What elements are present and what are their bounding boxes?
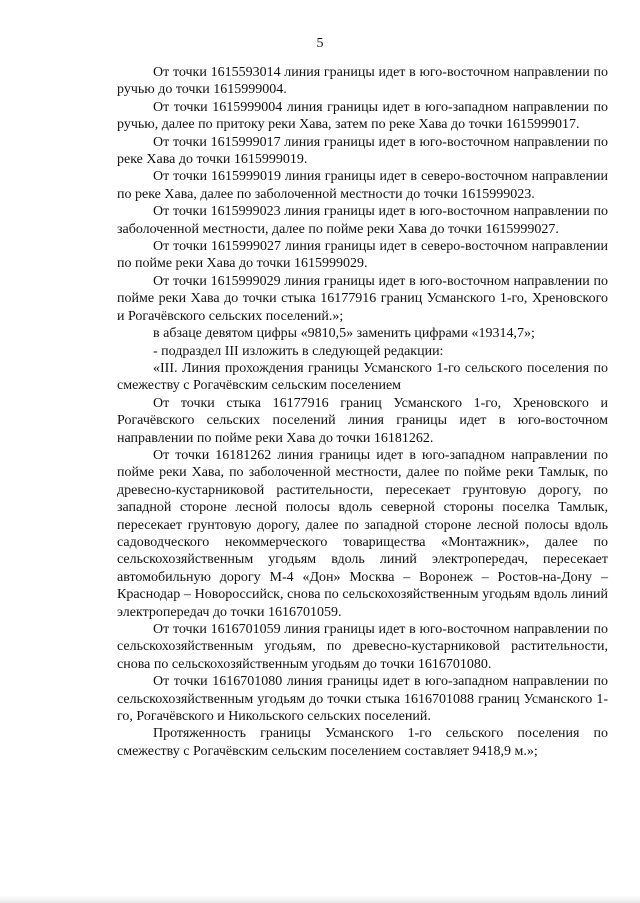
paragraph-12: От точки 16181262 линия границы идет в юго-западном направлении по пойме реки Хава, по заболоченной местности, далее по пойме реки Тамлык, по древесно-кустарниковой растительности, пересекает грунтовую дорогу, по западной стороне лесной полосы вдоль северной стороны поселка Тамлык, пересекает грунтовую дорогу, далее по западной стороне лесной полосы вдоль садоводческого некоммерческого товарищества «Монтажник», далее по сельскохозяйственным угодьям вдоль линий электропередач, пересекает автомобильную дорогу М-4 «Дон» Москва – Воронеж – Ростов-на-Дону – Краснодар – Новороссийск, снова по сельскохозяйственным угодьям вдоль линий электропередач до точки 1616701059. <box>117 447 608 620</box>
paragraph-3: От точки 1615999017 линия границы идет в юго-восточном направлении по реке Хава до точки 1615999019. <box>117 134 608 168</box>
paragraph-8: в абзаце девятом цифры «9810,5» заменить цифрами «19314,7»; <box>153 326 535 342</box>
page-number: 5 <box>316 36 324 51</box>
document-body <box>117 64 608 760</box>
paragraph-5: От точки 1615999023 линия границы идет в юго-восточном направлении по заболоченной местности, далее по пойме реки Хава до точки 1615999027. <box>117 204 608 237</box>
paragraph-9: - подраздел III изложить в следующей редакции: <box>153 343 444 359</box>
paragraph-1: От точки 1615593014 линия границы идет в юго-восточном направлении по ручью до точки 1615999004. <box>117 65 608 98</box>
paragraph-4: От точки 1615999019 линия границы идет в северо-восточном направлении по реке Хава, далее по заболоченной местности до точки 1615999023. <box>117 169 608 202</box>
page-bottom-edge <box>0 895 640 903</box>
section-heading: «III. Линия прохождения границы Усманского 1-го сельского поселения по смежеству с Рогачёвским сельским поселением <box>117 360 608 394</box>
paragraph-15: Протяженность границы Усманского 1-го сельского поселения по смежеству с Рогачёвским сельским поселением составляет 9418,9 м.»; <box>117 726 608 759</box>
paragraph-2: От точки 1615999004 линия границы идет в юго-западном направлении по ручью, далее по притоку реки Хава, затем по реке Хава до точки 1615999017. <box>117 99 608 133</box>
paragraph-6: От точки 1615999027 линия границы идет в северо-восточном направлении по пойме реки Хава до точки 1615999029. <box>117 239 608 272</box>
paragraph-13: От точки 1616701059 линия границы идет в юго-восточном направлении по сельскохозяйственным угодьям, по древесно-кустарниковой растительности, снова по сельскохозяйственным угодьям до точки 1616701080. <box>117 622 608 672</box>
paragraph-11: От точки стыка 16177916 границ Усманского 1-го, Хреновского и Рогачёвского сельских поселений линия границы идет в юго-восточном направлении по пойме реки Хава до точки 16181262. <box>117 395 608 446</box>
paragraph-14: От точки 1616701080 линия границы идет в юго-западном направлении по сельскохозяйственным угодьям до точки стыка 1616701088 границ Усманского 1-го, Рогачёвского и Никольского сельских поселений. <box>117 674 608 725</box>
paragraph-7: От точки 1615999029 линия границы идет в юго-восточном направлении по пойме реки Хава до точки стыка 16177916 границ Усманского 1-го, Хреновского и Рогачёвского сельских поселений.»; <box>117 273 608 324</box>
